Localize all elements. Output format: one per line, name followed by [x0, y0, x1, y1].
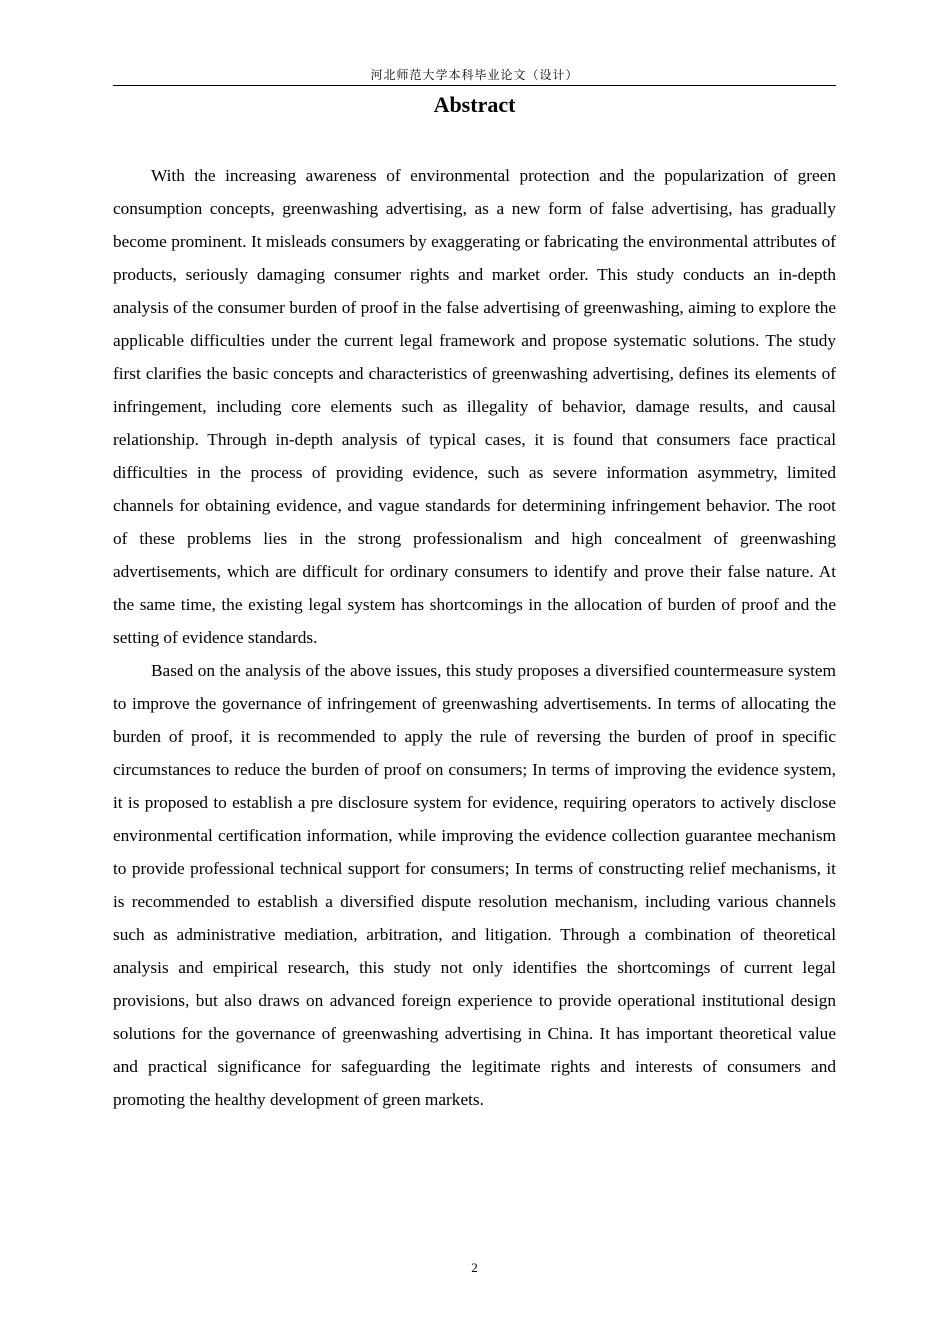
abstract-heading: Abstract [433, 92, 516, 117]
abstract-body [113, 159, 836, 1116]
abstract-paragraph-2: Based on the analysis of the above issues, this study proposes a diversified countermeasure system to improve the governance of infringement of greenwashing advertisements. In terms of allocating the burden of proof, it is recommended to apply the rule of reversing the burden of proof in specific circumstances to reduce the burden of proof on consumers; In terms of improving the evidence system, it is proposed to establish a pre disclosure system for evidence, requiring operators to actively disclose environmental certification information, while improving the evidence collection guarantee mechanism to provide professional technical support for consumers; In terms of constructing relief mechanisms, it is recommended to establish a diversified dispute resolution mechanism, including various channels such as administrative mediation, arbitration, and litigation. Through a combination of theoretical analysis and empirical research, this study not only identifies the shortcomings of current legal provisions, but also draws on advanced foreign experience to provide operational institutional design solutions for the governance of greenwashing advertising in China. It has important theoretical value and practical significance for safeguarding the legitimate rights and interests of consumers and promoting the healthy development of green markets. [113, 661, 836, 1109]
abstract-paragraph-1: With the increasing awareness of environmental protection and the popularization of green consumption concepts, greenwashing advertising, as a new form of false advertising, has gradually become prominent. It misleads consumers by exaggerating or fabricating the environmental attributes of products, seriously damaging consumer rights and market order. This study conducts an in-depth analysis of the consumer burden of proof in the false advertising of greenwashing, aiming to explore the applicable difficulties under the current legal framework and propose systematic solutions. The study first clarifies the basic concepts and characteristics of greenwashing advertising, defines its elements of infringement, including core elements such as illegality of behavior, damage results, and causal relationship. Through in-depth analysis of typical cases, it is found that consumers face practical difficulties in the process of providing evidence, such as severe information asymmetry, limited channels for obtaining evidence, and vague standards for determining infringement behavior. The root of these problems lies in the strong professionalism and high concealment of greenwashing advertisements, which are difficult for ordinary consumers to identify and prove their false nature. At the same time, the existing legal system has shortcomings in the allocation of burden of proof and the setting of evidence standards. [113, 166, 836, 647]
page-number: 2 [471, 1260, 478, 1275]
page-header: 河北师范大学本科毕业论文（设计） [113, 66, 836, 86]
